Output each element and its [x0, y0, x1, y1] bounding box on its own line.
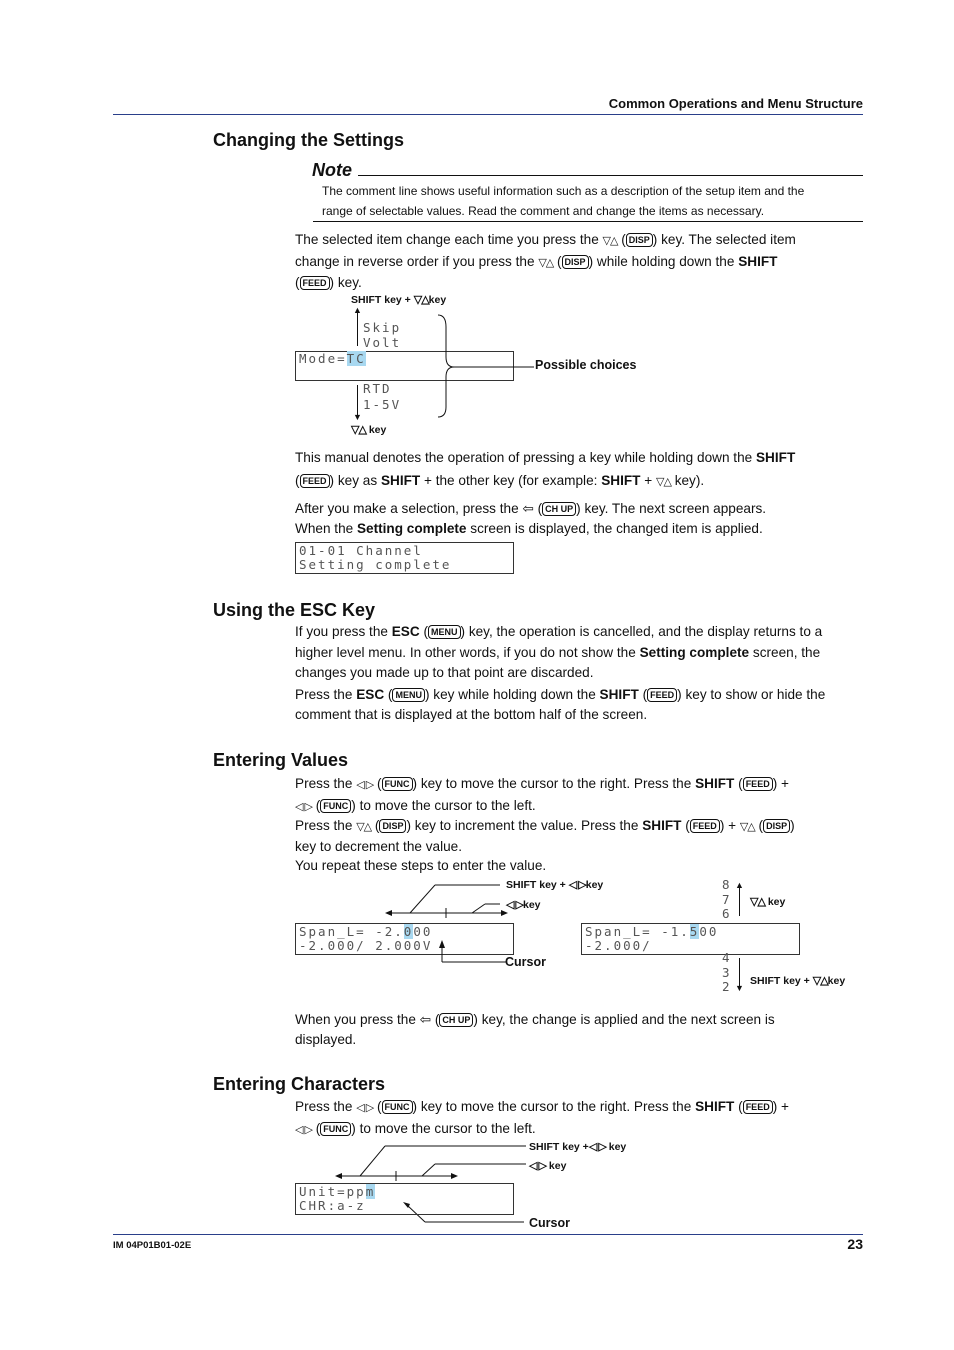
chars-fig-shift-label: SHIFT key +◁ ▷ key	[529, 1141, 627, 1153]
values-fig-key-label: ◁ ▷key	[506, 899, 541, 911]
footer-doc-id: IM 04P01B01-02E	[113, 1240, 192, 1251]
feed-key-icon: FEED	[647, 688, 677, 702]
func-key-icon: FUNC	[320, 1122, 351, 1136]
values-digits-up: 8 7 6	[722, 877, 732, 921]
esc-paragraph-1: If you press the ESC ( MENU ) key, the operation is cancelled, and the display returns to a higher level menu. In other words, if you do not show the Setting complete screen, the changes you made up to that point are discarded.	[295, 624, 823, 680]
note-text: The comment line shows useful information such as a description of the setup item and the range of selectable values. Read the comment and change the items as necessary.	[322, 184, 805, 218]
esc-paragraph-2: Press the ESC ( MENU ) key while holding down the SHIFT ( FEED ) key to show or hide the comment that is displayed at the bottom half of the screen.	[295, 687, 826, 722]
values-lcd-left: Span_L= -2.000 -2.000/ 2.000V	[295, 923, 514, 955]
chup-key-icon: CH UP	[542, 502, 576, 516]
disp-key-icon: DISP	[562, 255, 589, 269]
fig1-up-arrow	[357, 312, 358, 346]
running-header: Common Operations and Menu Structure	[608, 96, 863, 111]
chars-fig-key-label: ◁ ▷ key	[529, 1160, 567, 1172]
enter-arrow-icon: ⇦	[522, 501, 534, 516]
values-fig-cursor-label: Cursor	[505, 955, 546, 969]
values-paragraph-1: Press the ◁ ▷ ( FUNC ) key to move the cursor to the right. Press the SHIFT ( FEED ) + ◁ ▷ ( FUNC ) to move the cursor to the left.	[295, 776, 789, 813]
changing-paragraph-2: This manual denotes the operation of pressing a key while holding down the SHIFT ( FEED ) key as SHIFT + the other key (for example: SHIFT + ▽△ key).	[295, 450, 796, 488]
menu-key-icon: MENU	[428, 625, 461, 639]
note-title: Note	[312, 160, 352, 180]
func-key-icon: FUNC	[382, 777, 413, 791]
fig1-option-1-5v: 1-5V	[363, 397, 402, 412]
section-title-values: Entering Values	[213, 750, 349, 770]
chup-key-icon: CH UP	[439, 1013, 473, 1027]
note-rule-bottom	[313, 221, 863, 222]
feed-key-icon: FEED	[743, 777, 773, 791]
fig1-brace	[436, 312, 536, 420]
section-title-chars: Entering Characters	[213, 1074, 386, 1094]
fig1-option-rtd: RTD	[363, 381, 392, 396]
up-arrow-icon: ▲	[735, 880, 744, 890]
header-rule	[113, 114, 863, 115]
func-key-icon: FUNC	[320, 799, 351, 813]
feed-key-icon: FEED	[300, 474, 330, 488]
values-digits-down: 4 3 2	[722, 950, 732, 994]
fig1-top-label: SHIFT key + ▽△key	[351, 294, 447, 306]
disp-key-icon: DISP	[763, 819, 790, 833]
note-rule-top	[358, 175, 863, 176]
fig1-possible-choices: Possible choices	[535, 358, 637, 372]
disp-key-icon: DISP	[379, 819, 406, 833]
values-fig-down-label: SHIFT key + ▽△key	[750, 975, 846, 987]
values-fig-cursor-line	[436, 938, 516, 968]
setting-complete-lcd: 01-01 Channel Setting complete	[295, 542, 514, 574]
feed-key-icon: FEED	[743, 1100, 773, 1114]
feed-key-icon: FEED	[690, 819, 720, 833]
chars-paragraph-1: Press the ◁ ▷ ( FUNC ) key to move the cursor to the right. Press the SHIFT ( FEED ) + ◁ ▷ ( FUNC ) to move the cursor to the left.	[295, 1099, 789, 1136]
func-key-icon: FUNC	[382, 1100, 413, 1114]
values-lcd-right: Span_L= -1.500 -2.000/	[581, 923, 800, 955]
chars-lcd: Unit=ppm CHR:a-z	[295, 1183, 514, 1215]
values-fig-up-label: ▽△ key	[750, 896, 786, 908]
fig1-lcd: Mode=TC	[295, 351, 514, 381]
fig1-option-volt: Volt	[363, 335, 402, 350]
values-fig-shift-label: SHIFT key + ◁ ▷key	[506, 879, 604, 891]
fig1-bottom-label: ▽△ key	[351, 424, 387, 436]
footer-rule	[113, 1234, 863, 1235]
values-paragraph-2: Press the ▽△ ( DISP ) key to increment the value. Press the SHIFT ( FEED ) + ▽△ ( DISP ) key to decrement the value.	[295, 818, 795, 854]
changing-paragraph-1: The selected item change each time you press the ▽△ ( DISP ) key. The selected item change in reverse order if you press the ▽△ ( DISP ) while holding down the SHIFT ( FEED ) key.	[295, 232, 796, 290]
changing-paragraph-3: After you make a selection, press the ⇦ ( CH UP ) key. The next screen appears. When the Setting complete screen is displayed, the changed item is applied.	[295, 501, 767, 536]
section-title-changing: Changing the Settings	[213, 130, 404, 150]
section-title-esc: Using the ESC Key	[213, 600, 376, 620]
chars-fig-cursor-label: Cursor	[529, 1216, 570, 1230]
feed-key-icon: FEED	[300, 276, 330, 290]
values-paragraph-3: You repeat these steps to enter the value.	[295, 858, 547, 873]
disp-key-icon: DISP	[626, 233, 653, 247]
down-arrow-icon: ▼	[735, 983, 744, 993]
enter-arrow-icon: ⇦	[419, 1012, 432, 1027]
fig1-option-skip: Skip	[363, 320, 402, 335]
values-paragraph-4: When you press the ⇦ ( CH UP ) key, the change is applied and the next screen is displayed.	[295, 1012, 775, 1047]
page-number: 23	[847, 1236, 863, 1252]
menu-key-icon: MENU	[392, 688, 425, 702]
